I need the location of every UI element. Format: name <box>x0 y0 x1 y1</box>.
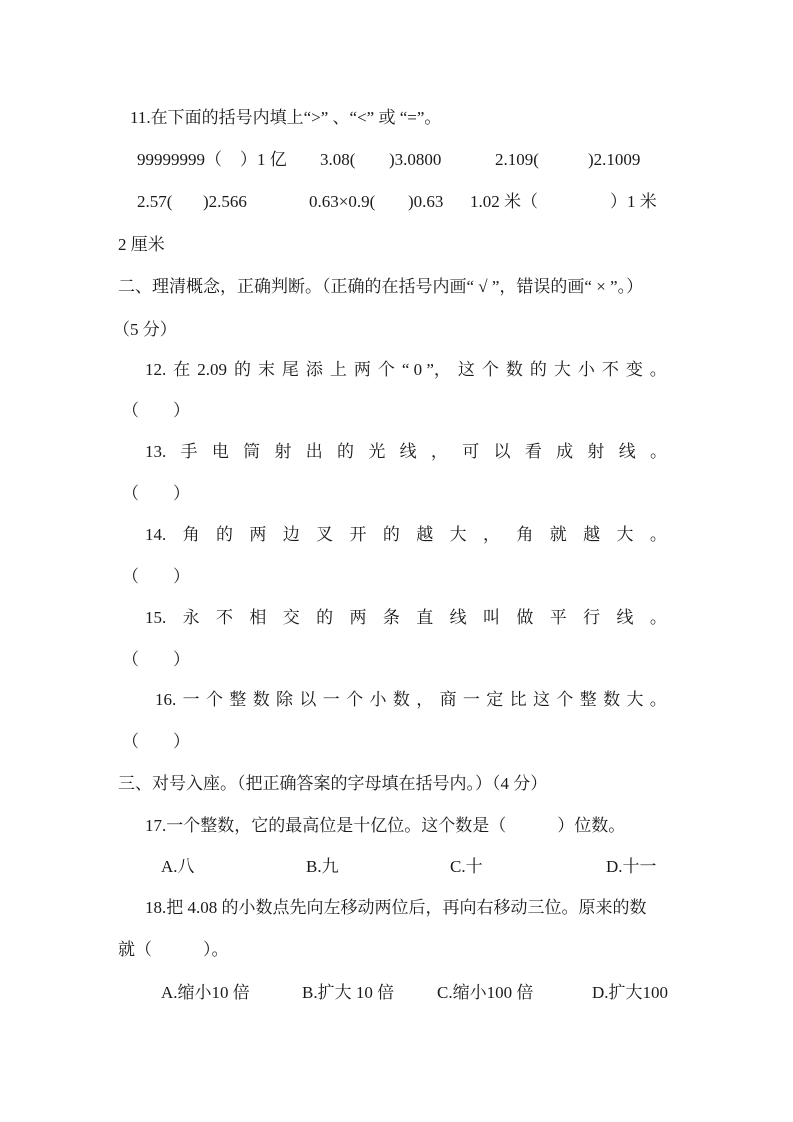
q12-text <box>145 361 667 378</box>
question-number: 13. <box>145 442 167 461</box>
char: 个 <box>481 360 499 379</box>
char: 越 <box>416 525 434 544</box>
char: 光 <box>368 442 386 461</box>
compare-left: 2.109( <box>495 150 539 169</box>
char: 的 <box>216 525 233 544</box>
char: 边 <box>282 525 300 544</box>
q14-text <box>145 526 667 543</box>
option-d[interactable]: D.扩大100 <box>592 983 669 1002</box>
compare-left: 0.63×0.9( <box>309 192 376 211</box>
compare-left: 1.02 米（ <box>470 192 538 211</box>
option-d[interactable]: D.十一 <box>606 857 657 876</box>
question-number: 14. <box>145 525 167 544</box>
char: 这 <box>533 690 550 709</box>
char: 成 <box>556 442 574 461</box>
char: 数 <box>252 690 270 709</box>
char: 。 <box>649 360 667 379</box>
answer-blank[interactable]: （ ） <box>122 732 190 751</box>
section2-score: （5 分） <box>113 320 177 339</box>
char: 在 <box>173 360 191 379</box>
char: 两 <box>249 525 267 544</box>
char: 数 <box>603 690 621 709</box>
answer-blank[interactable]: （ ） <box>122 401 190 420</box>
char: 线 <box>618 442 636 461</box>
char: ， <box>416 690 434 709</box>
char: 添 <box>305 360 323 379</box>
char: “ 0 ”， <box>401 360 451 379</box>
char: 的 <box>316 608 334 627</box>
char: 数 <box>505 360 523 379</box>
compare-right: )3.0800 <box>389 150 442 169</box>
char: 商 <box>439 690 457 709</box>
question-number: 16. <box>155 690 177 709</box>
char: 末 <box>257 360 275 379</box>
char: 。 <box>649 690 667 709</box>
section2-heading: 二、理清概念，正确判断。（正确的在括号内画“ √ ”，错误的画“ × ”。） <box>118 277 644 296</box>
char: 小 <box>369 690 387 709</box>
char: 相 <box>249 608 267 627</box>
char: 线 <box>449 608 467 627</box>
compare-right: )0.63 <box>408 192 444 211</box>
char: 行 <box>583 608 601 627</box>
char: 的 <box>382 525 400 544</box>
char: 。 <box>650 442 667 461</box>
answer-blank[interactable]: （ ） <box>122 650 190 669</box>
char: 个 <box>205 690 223 709</box>
q17-text: 17.一个整数，它的最高位是十亿位。这个数是（ ）位数。 <box>145 816 626 835</box>
compare-left: 3.08( <box>320 150 356 169</box>
char: 永 <box>182 608 200 627</box>
char: 射 <box>587 442 605 461</box>
char: 筒 <box>243 442 261 461</box>
char: 2.09 <box>197 360 227 379</box>
q11-wrap: 2 厘米 <box>118 235 165 254</box>
compare-left: 2.57( <box>137 192 173 211</box>
char: 一 <box>462 690 480 709</box>
q18-line1: 18.把 4.08 的小数点先向左移动两位后，再向右移动三位。原来的数 <box>145 898 647 917</box>
char: 以 <box>299 690 317 709</box>
compare-right: ）1 米 <box>610 192 657 211</box>
compare-left: 99999999（ <box>137 150 222 169</box>
option-a[interactable]: A.八 <box>161 857 195 876</box>
char: 大 <box>626 690 644 709</box>
q18-line2: 就（ ）。 <box>118 940 229 959</box>
compare-right: ）1 亿 <box>240 150 287 169</box>
compare-right: )2.566 <box>203 192 247 211</box>
char: 两 <box>353 360 371 379</box>
char: 定 <box>486 690 504 709</box>
q16-text <box>155 691 667 708</box>
q11-prompt: 11.在下面的括号内填上“>” 、“<” 或 “=”。 <box>130 108 442 127</box>
char: 越 <box>583 525 601 544</box>
char: 数 <box>392 690 410 709</box>
char: 尾 <box>281 360 299 379</box>
char: 条 <box>382 608 400 627</box>
char: 。 <box>649 608 667 627</box>
char: 角 <box>182 525 200 544</box>
char: 这 <box>457 360 475 379</box>
option-a[interactable]: A.缩小10 倍 <box>161 983 250 1002</box>
char: 电 <box>211 442 229 461</box>
char: ， <box>483 525 500 544</box>
char: 比 <box>509 690 527 709</box>
char: 一 <box>182 690 200 709</box>
char: 叫 <box>483 608 500 627</box>
option-c[interactable]: C.缩小100 倍 <box>437 983 534 1002</box>
char: 不 <box>601 360 619 379</box>
char: 个 <box>556 690 574 709</box>
char: 两 <box>349 608 367 627</box>
char: 交 <box>282 608 300 627</box>
answer-blank[interactable]: （ ） <box>122 567 190 586</box>
q15-text <box>145 609 667 626</box>
option-b[interactable]: B.扩大 10 倍 <box>302 983 395 1002</box>
char: 不 <box>216 608 233 627</box>
char: 。 <box>649 525 667 544</box>
char: 变 <box>625 360 643 379</box>
q13-text <box>145 443 667 460</box>
char: 整 <box>579 690 597 709</box>
char: 做 <box>516 608 534 627</box>
char: 就 <box>549 525 567 544</box>
char: 的 <box>233 360 251 379</box>
option-b[interactable]: B.九 <box>306 857 339 876</box>
char: 一 <box>322 690 340 709</box>
char: 叉 <box>316 525 334 544</box>
char: 平 <box>549 608 567 627</box>
char: 看 <box>524 442 542 461</box>
char: 整 <box>229 690 247 709</box>
section3-heading: 三、对号入座。（把正确答案的字母填在括号内。）（4 分） <box>118 774 548 793</box>
char: 除 <box>276 690 294 709</box>
char: 角 <box>516 525 534 544</box>
char: 线 <box>616 608 634 627</box>
question-number: 12. <box>145 360 167 379</box>
char: 大 <box>449 525 467 544</box>
char: 手 <box>180 442 198 461</box>
char: 的 <box>529 360 547 379</box>
char: 以 <box>493 442 511 461</box>
char: 大 <box>553 360 571 379</box>
char: 个 <box>346 690 364 709</box>
char: 开 <box>349 525 367 544</box>
char: 的 <box>337 442 355 461</box>
option-c[interactable]: C.十 <box>450 857 483 876</box>
compare-right: )2.1009 <box>588 150 641 169</box>
char: 上 <box>329 360 347 379</box>
char: 出 <box>305 442 323 461</box>
question-number: 15. <box>145 608 167 627</box>
char: 可 <box>462 442 480 461</box>
char: 大 <box>616 525 634 544</box>
answer-blank[interactable]: （ ） <box>122 484 190 503</box>
char: ， <box>430 442 448 461</box>
char: 小 <box>577 360 595 379</box>
char: 个 <box>377 360 395 379</box>
char: 射 <box>274 442 292 461</box>
char: 线 <box>399 442 417 461</box>
char: 直 <box>416 608 434 627</box>
